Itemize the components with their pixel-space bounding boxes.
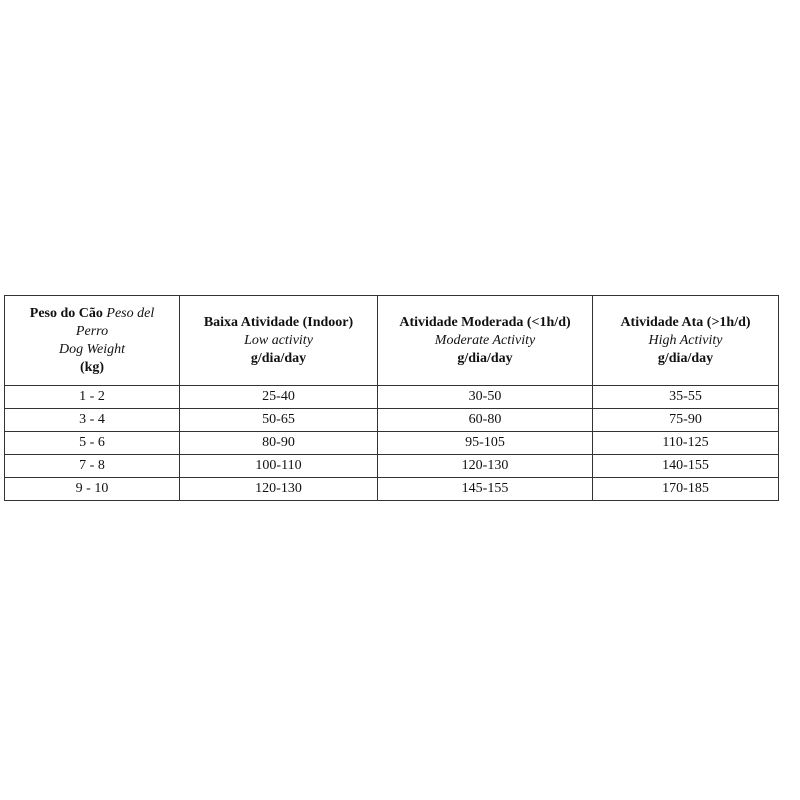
header-text: Atividade Ata (>1h/d) xyxy=(620,314,751,330)
header-row xyxy=(5,296,779,386)
header-text: Low activity xyxy=(244,332,313,348)
cell-high-activity: 35-55 xyxy=(593,386,779,409)
header-text: Baixa Atividade (Indoor) xyxy=(203,314,354,330)
cell-high-activity: 170-185 xyxy=(593,478,779,501)
header-line xyxy=(5,323,179,341)
header-line xyxy=(180,350,377,368)
cell-moderate-activity: 60-80 xyxy=(378,409,593,432)
cell-high-activity: 140-155 xyxy=(593,455,779,478)
header-line xyxy=(180,332,377,350)
header-low-activity xyxy=(180,296,378,386)
header-line xyxy=(378,314,592,332)
header-text: Dog Weight xyxy=(59,341,125,357)
header-line xyxy=(5,341,179,359)
cell-moderate-activity: 95-105 xyxy=(378,432,593,455)
header-line xyxy=(593,314,778,332)
table-row xyxy=(5,455,779,478)
cell-low-activity: 25-40 xyxy=(180,386,378,409)
header-text: Peso del xyxy=(106,305,155,321)
header-text: Moderate Activity xyxy=(434,332,536,348)
table-row xyxy=(5,432,779,455)
cell-high-activity: 75-90 xyxy=(593,409,779,432)
feeding-guide-table xyxy=(4,295,779,501)
cell-high-activity: 110-125 xyxy=(593,432,779,455)
table-body xyxy=(5,386,779,501)
header-line xyxy=(5,305,179,323)
header-text: g/dia/day xyxy=(250,350,307,366)
cell-weight: 3 - 4 xyxy=(5,409,180,432)
header-line xyxy=(180,314,377,332)
header-moderate-activity xyxy=(378,296,593,386)
cell-low-activity: 50-65 xyxy=(180,409,378,432)
cell-moderate-activity: 30-50 xyxy=(378,386,593,409)
header-line xyxy=(593,350,778,368)
table-row xyxy=(5,478,779,501)
header-text: High Activity xyxy=(648,332,723,348)
cell-weight: 1 - 2 xyxy=(5,386,180,409)
cell-low-activity: 100-110 xyxy=(180,455,378,478)
cell-low-activity: 80-90 xyxy=(180,432,378,455)
header-text: Perro xyxy=(75,323,109,339)
header-line xyxy=(5,359,179,377)
header-dog-weight xyxy=(5,296,180,386)
header-line xyxy=(593,332,778,350)
cell-moderate-activity: 145-155 xyxy=(378,478,593,501)
table-row xyxy=(5,386,779,409)
header-text: Peso do Cão xyxy=(29,305,103,321)
header-text: Atividade Moderada (<1h/d) xyxy=(399,314,571,330)
cell-moderate-activity: 120-130 xyxy=(378,455,593,478)
header-text: g/dia/day xyxy=(657,350,714,366)
header-text: (kg) xyxy=(79,359,105,375)
cell-low-activity: 120-130 xyxy=(180,478,378,501)
header-line xyxy=(378,332,592,350)
cell-weight: 5 - 6 xyxy=(5,432,180,455)
cell-weight: 7 - 8 xyxy=(5,455,180,478)
cell-weight: 9 - 10 xyxy=(5,478,180,501)
header-high-activity xyxy=(593,296,779,386)
header-text: g/dia/day xyxy=(457,350,513,366)
header-line xyxy=(378,350,592,368)
table-row xyxy=(5,409,779,432)
